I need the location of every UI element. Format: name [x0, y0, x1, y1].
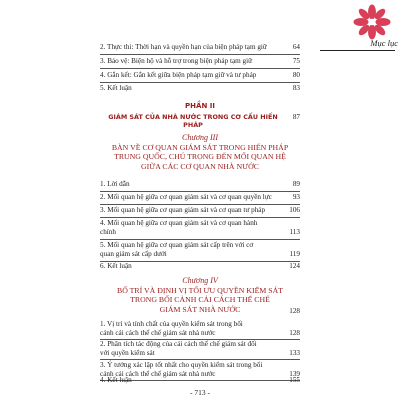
- toc-entry-title: 1. Lời dẫn: [100, 180, 130, 188]
- toc-entry-page: 133: [289, 349, 300, 357]
- toc-entry-title: [100, 340, 276, 357]
- toc-entry: [100, 241, 300, 261]
- part-title: GIÁM SÁT CỦA NHÀ NƯỚC TRONG CƠ CẤU HIẾN PHÁP: [108, 113, 278, 129]
- chapter-label: Chương III: [182, 133, 218, 142]
- toc-entry-line: 3. Ý tưởng xác lập tốt nhất cho quyền kiểm sát trong bối: [100, 361, 263, 369]
- toc-entry: [100, 320, 300, 340]
- part-label: PHẦN II: [185, 102, 215, 110]
- entry-divider: [100, 68, 300, 69]
- entry-divider: [100, 54, 300, 55]
- header-divider: [320, 50, 395, 51]
- toc-entry-title: 2. Thực thi: Thời hạn và quyền hạn của biện pháp tạm giữ: [100, 43, 267, 51]
- toc-entry-line: 2. Phân tích tác động của cải cách thể chế giám sát đối: [100, 340, 257, 348]
- toc-entry-page: 155: [289, 376, 300, 384]
- toc-entry-title: 3. Mối quan hệ giữa cơ quan giám sát và cơ quan tư pháp: [100, 206, 266, 214]
- toc-entry-page: 89: [292, 180, 300, 188]
- toc-entry: [100, 219, 300, 239]
- toc-entry-page: 75: [292, 57, 300, 65]
- toc-entry-title: [100, 241, 276, 258]
- toc-entry-title: [100, 320, 276, 337]
- toc-entry: [100, 340, 300, 360]
- toc-entry-title: 4. Kết luận: [100, 376, 132, 384]
- chapter-page: 128: [289, 307, 300, 315]
- toc-entry-title: 2. Mối quan hệ giữa cơ quan giám sát và cơ quan quyền lực: [100, 193, 272, 201]
- toc-entry-page: 80: [292, 71, 300, 79]
- toc-entry-line: 4. Mối quan hệ giữa cơ quan giám sát và cơ quan hành: [100, 219, 258, 227]
- chapter-title: [104, 143, 296, 171]
- chapter-title-line: GIỮA CÁC CƠ QUAN NHÀ NƯỚC: [140, 161, 259, 171]
- toc-entry-line: chính: [100, 227, 116, 236]
- section-label: Mục lục: [370, 38, 398, 48]
- chapter-title-line: TRONG BỐI CẢNH CẢI CÁCH THỂ CHẾ: [130, 295, 270, 305]
- part-page: 87: [292, 113, 300, 121]
- toc-entry-page: 128: [289, 329, 300, 337]
- entry-divider: [100, 239, 300, 240]
- toc-entry-page: 119: [289, 250, 300, 258]
- toc-entry-page: 124: [289, 262, 300, 270]
- entry-divider: [100, 359, 300, 360]
- toc-entry-title: 4. Gắn kết: Gắn kết giữa biện pháp tạm giữ và tư pháp: [100, 71, 257, 79]
- chapter-title-line: BỐ TRÍ VÀ ĐỊNH VỊ TỐI ƯU QUYỀN KIỂM SÁT: [117, 286, 283, 295]
- toc-entry-line: với quyền kiểm sát: [100, 348, 155, 357]
- toc-entry-title: 5. Kết luận: [100, 84, 132, 92]
- entry-divider: [100, 217, 300, 218]
- entry-divider: [100, 82, 300, 83]
- toc-entry-page: 83: [292, 84, 300, 92]
- toc-entry-line: cảnh cải cách thể chế giám sát nhà nước: [100, 328, 216, 337]
- toc-entry-page: 93: [292, 193, 300, 201]
- chapter-title: [104, 286, 296, 314]
- toc-entry-title: [100, 219, 276, 236]
- toc-entry-line: 5. Mối quan hệ giữa cơ quan giám sát cấp trên với cơ: [100, 241, 254, 249]
- chapter-title-line: GIÁM SÁT NHÀ NƯỚC: [159, 304, 241, 314]
- chapter-label: Chương IV: [182, 276, 218, 285]
- toc-entry-line: quan giám sát cấp dưới: [100, 249, 167, 258]
- flower-logo-icon: [352, 4, 392, 40]
- toc-entry-line: 1. Vị trí và tính chất của quyền kiểm sát trong bối: [100, 320, 243, 328]
- toc-entry-page: 113: [289, 228, 300, 236]
- entry-divider: [100, 204, 300, 205]
- toc-entry-line: cảnh cải cách thể chế giám sát nhà nước: [100, 369, 216, 378]
- page-number: - 713 -: [190, 388, 210, 397]
- toc-entry-page: 139: [289, 370, 300, 378]
- toc-entry-page: 64: [292, 43, 300, 51]
- entry-divider: [100, 191, 300, 192]
- chapter-title-line: BÀN VỀ CƠ QUAN GIÁM SÁT TRONG HIẾN PHÁP: [111, 143, 289, 152]
- chapter-title-line: TRUNG QUỐC, CHÚ TRỌNG ĐẾN MỐI QUAN HỆ: [114, 152, 286, 162]
- toc-entry-title: 6. Kết luận: [100, 262, 132, 270]
- toc-entry-title: 3. Bảo vệ: Biện hộ và hỗ trợ trong biện pháp tạm giữ: [100, 57, 253, 65]
- toc-entry-page: 106: [289, 206, 300, 214]
